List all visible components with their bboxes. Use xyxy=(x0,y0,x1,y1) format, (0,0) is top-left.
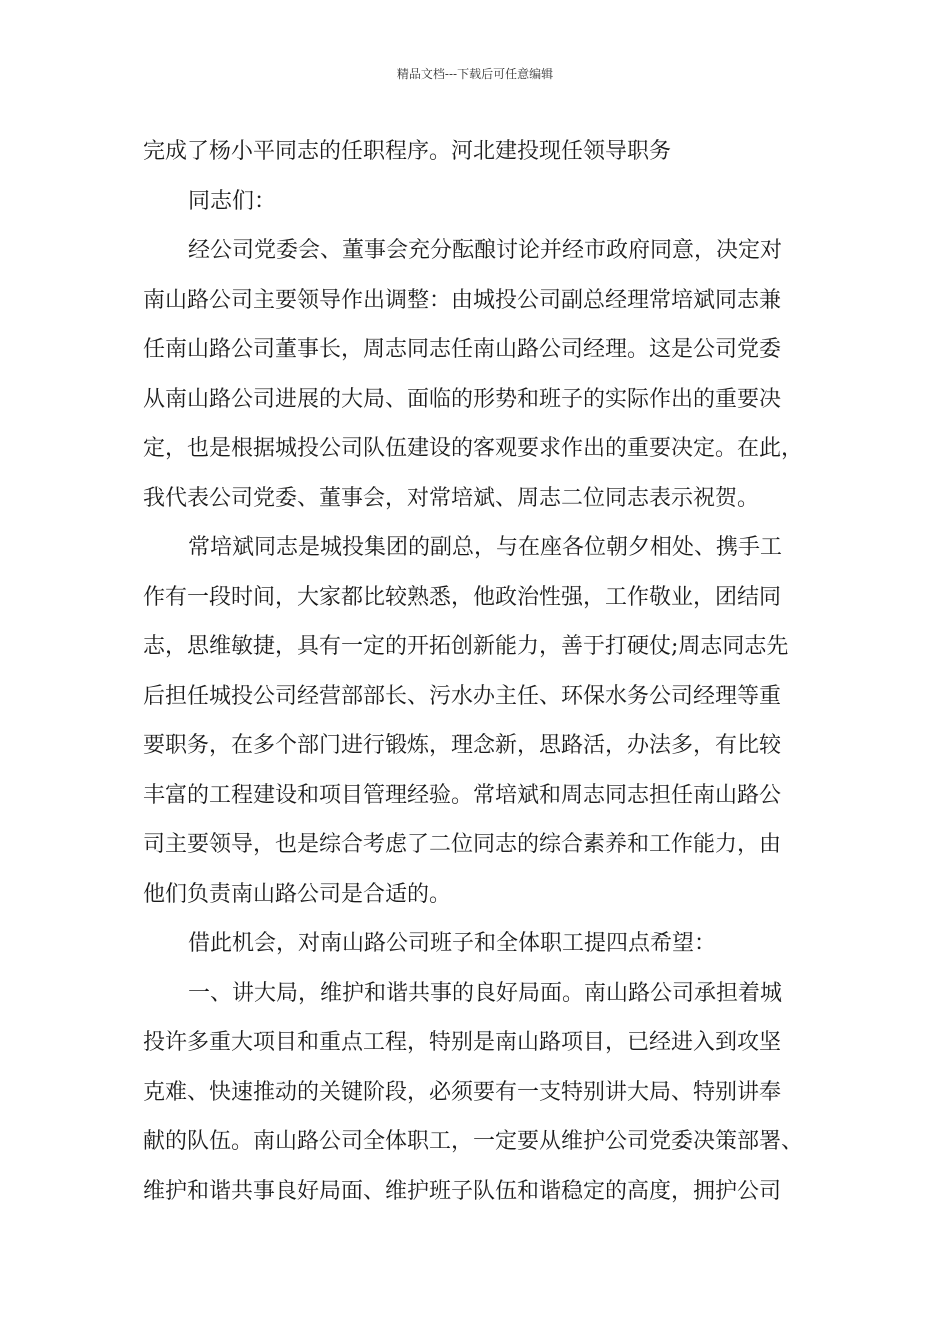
paragraph-start-line: 常培斌同志是城投集团的副总，与在座各位朝夕相处、携手工 xyxy=(188,535,783,560)
paragraph-start-line: 借此机会，对南山路公司班子和全体职工提四点希望： xyxy=(188,931,717,956)
page-header: 精品文档---下载后可任意编辑 xyxy=(396,67,554,81)
text-line: 丰富的工程建设和项目管理经验。常培斌和周志同志担任南山路公 xyxy=(143,782,782,808)
text-line: 定，也是根据城投公司队伍建设的客观要求作出的重要决定。在此， xyxy=(143,436,804,461)
text-line: 要职务，在多个部门进行锻炼，理念新，思路活，办法多，有比较 xyxy=(143,733,782,758)
text-line: 投许多重大项目和重点工程，特别是南山路项目，已经进入到攻坚 xyxy=(143,1030,782,1055)
text-line: 作有一段时间，大家都比较熟悉，他政治性强，工作敬业，团结同 xyxy=(143,584,782,610)
text-line: 维护和谐共事良好局面、维护班子队伍和谐稳定的高度，拥护公司 xyxy=(143,1178,782,1204)
paragraph-start-line: 一、讲大局，维护和谐共事的良好局面。南山路公司承担着城 xyxy=(188,980,783,1006)
text-line: 南山路公司主要领导作出调整：由城投公司副总经理常培斌同志兼 xyxy=(143,287,782,313)
text-line: 他们负责南山路公司是合适的。 xyxy=(143,881,452,907)
text-line: 克难、快速推动的关键阶段，必须要有一支特别讲大局、特别讲奉 xyxy=(143,1079,782,1105)
document-body xyxy=(143,127,829,1216)
salutation-line: 同志们： xyxy=(188,188,277,214)
text-line: 献的队伍。南山路公司全体职工，一定要从维护公司党委决策部署、 xyxy=(143,1129,804,1154)
text-line: 司主要领导，也是综合考虑了二位同志的综合素养和工作能力，由 xyxy=(143,832,782,857)
text-line: 后担任城投公司经营部部长、污水办主任、环保水务公司经理等重 xyxy=(143,683,782,709)
text-line: 任南山路公司董事长，周志同志任南山路公司经理。这是公司党委 xyxy=(143,337,782,362)
text-line: 志，思维敏捷，具有一定的开拓创新能力，善于打硬仗;周志同志先 xyxy=(143,634,789,659)
paragraph-start-line: 经公司党委会、董事会充分酝酿讨论并经市政府同意，决定对 xyxy=(188,238,783,263)
text-line: 完成了杨小平同志的任职程序。河北建投现任领导职务 xyxy=(143,139,672,164)
text-line: 从南山路公司进展的大局、面临的形势和班子的实际作出的重要决 xyxy=(143,386,782,412)
text-line: 我代表公司党委、董事会，对常培斌、周志二位同志表示祝贺。 xyxy=(143,485,760,511)
